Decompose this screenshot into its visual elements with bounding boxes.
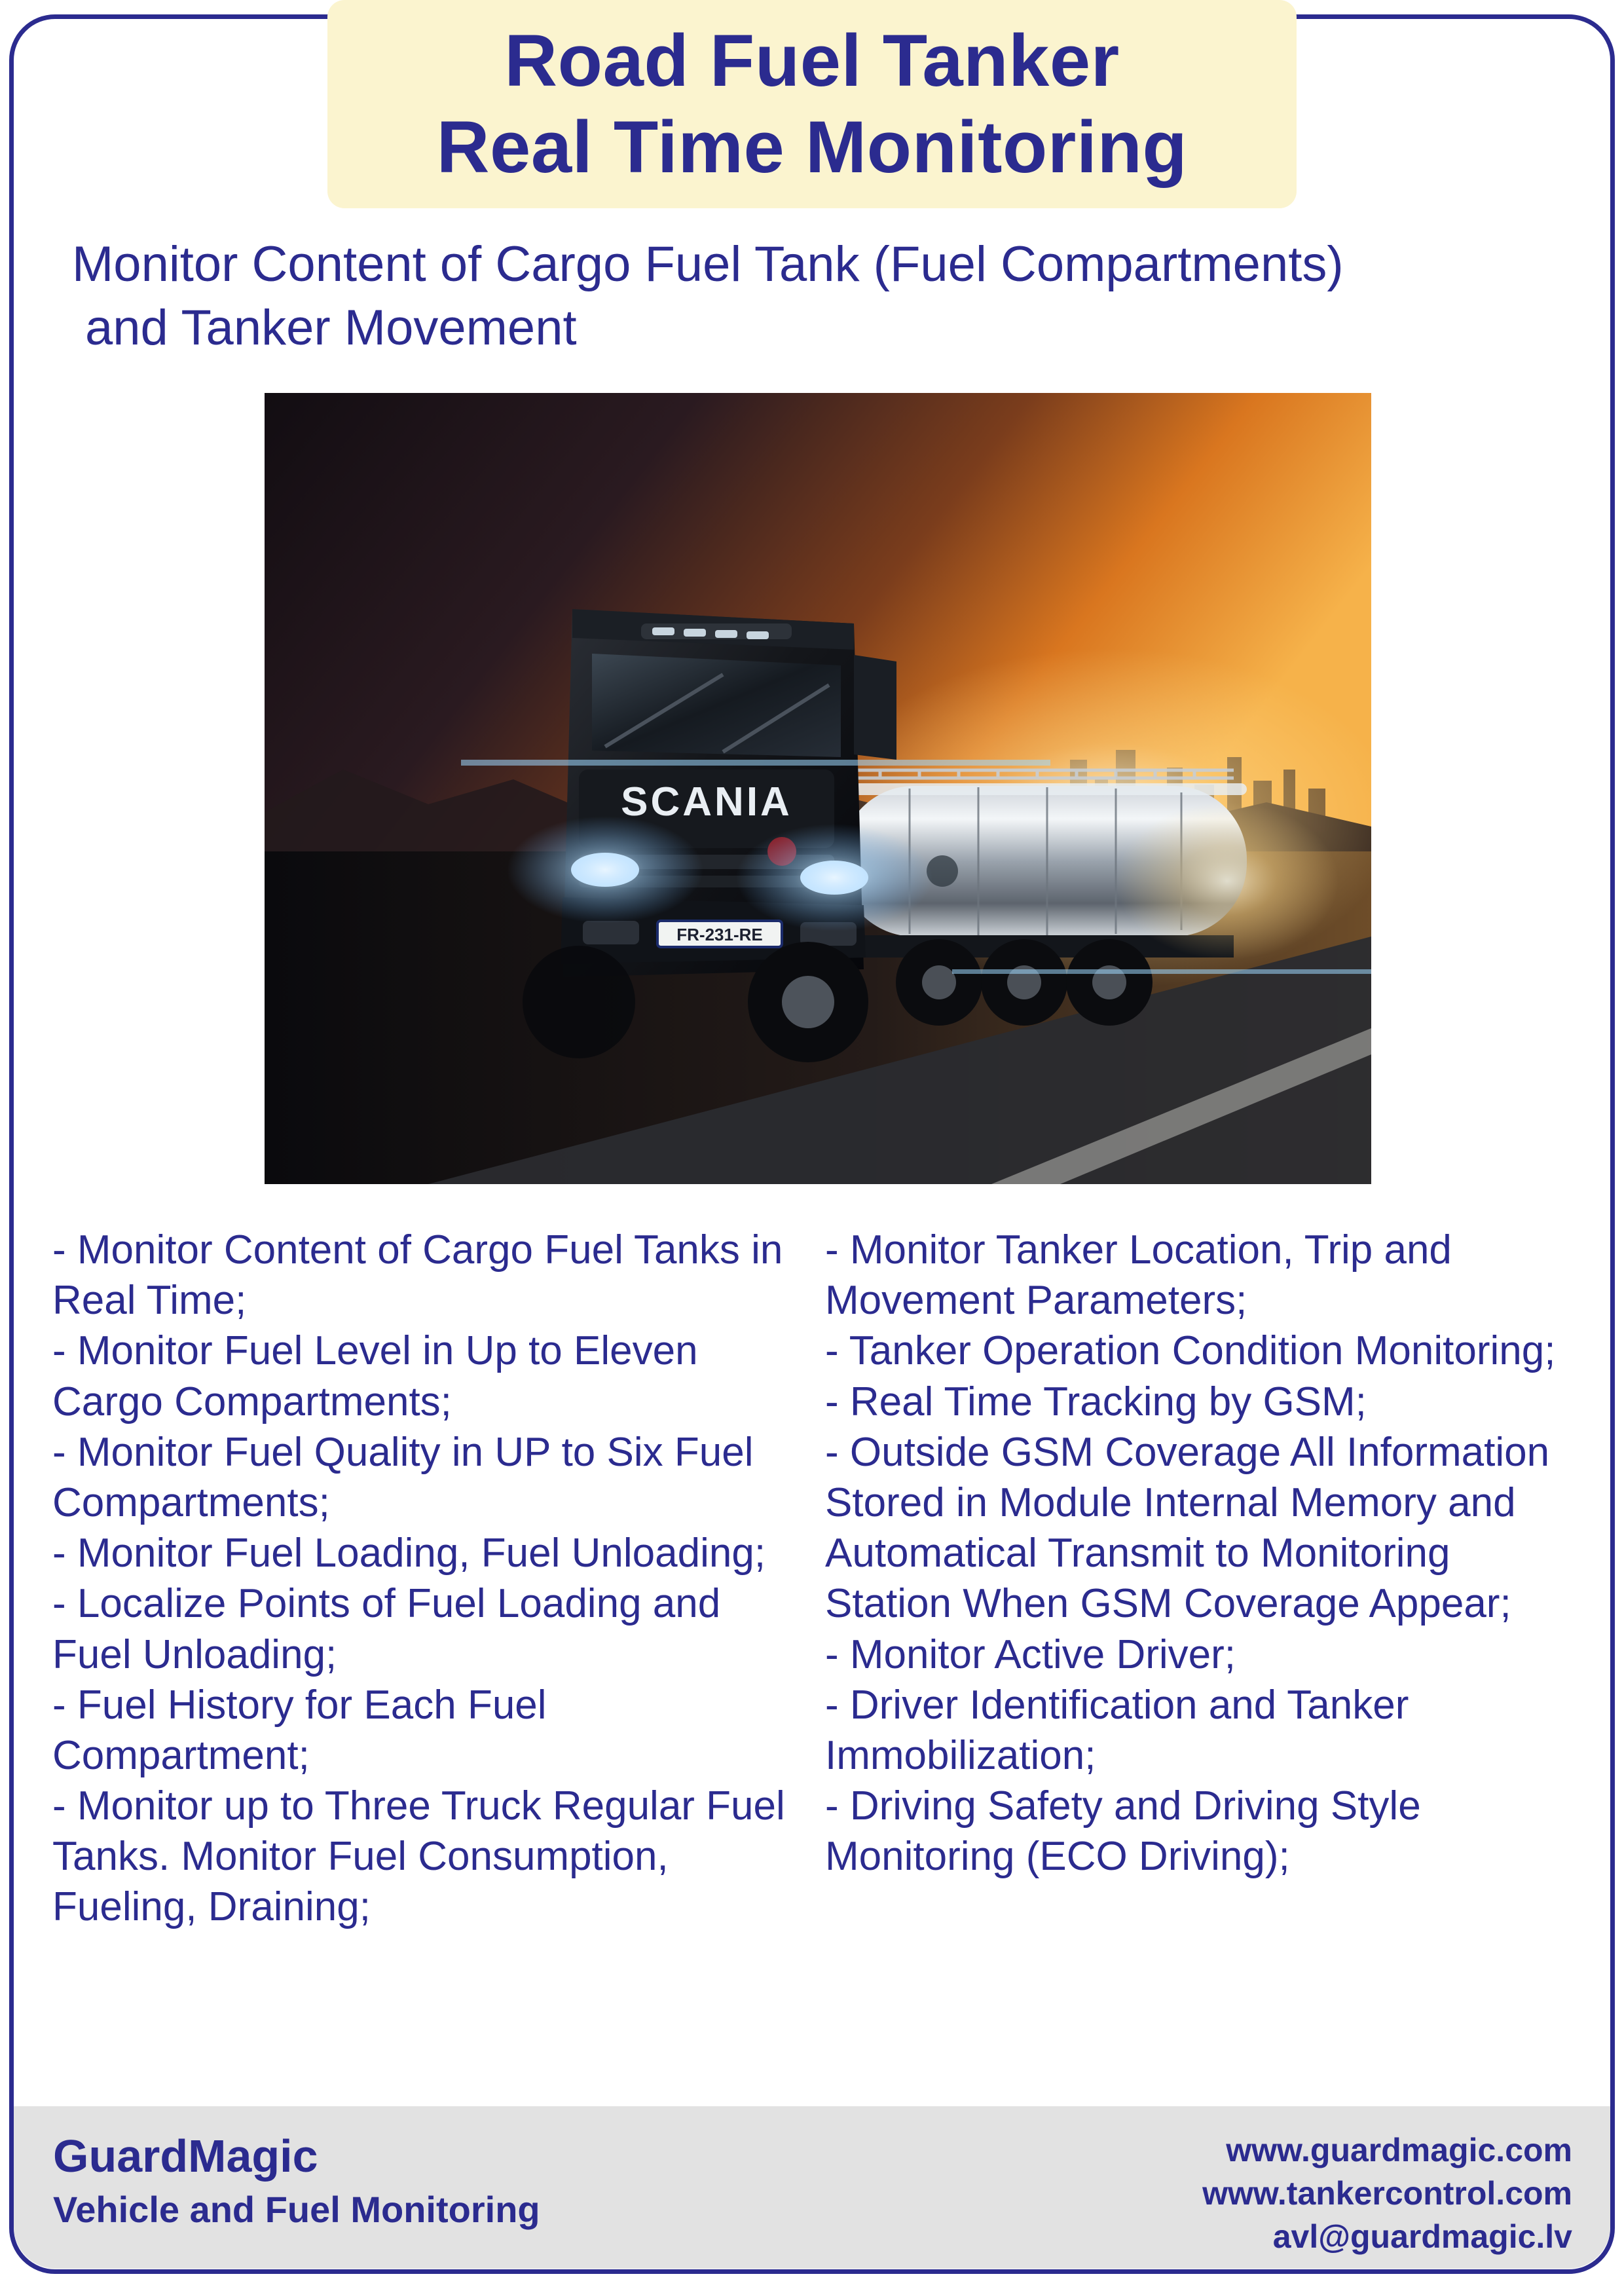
- feature-list-left: [46, 1225, 799, 1933]
- subtitle-line-1: Monitor Content of Cargo Fuel Tank (Fuel Compartments): [72, 236, 1344, 292]
- list-item: - Driver Identification and Tanker Immobilization;: [825, 1682, 1409, 1778]
- page-title-line-2: Real Time Monitoring: [436, 106, 1188, 188]
- footer-branding: [53, 2130, 540, 2233]
- feature-columns: [46, 1225, 1578, 1933]
- list-item: - Monitor Tanker Location, Trip and Movement Parameters;: [825, 1227, 1452, 1324]
- tanker-truck-illustration: [265, 393, 1371, 1184]
- list-item: - Outside GSM Coverage All Information Stored in Module Internal Memory and Automatical Transmit to Monitoring Station When GSM Coverage Appear;: [825, 1429, 1550, 1627]
- page-title-line-1: Road Fuel Tanker: [504, 19, 1120, 102]
- list-item: - Driving Safety and Driving Style Monitoring (ECO Driving);: [825, 1783, 1421, 1880]
- list-item: - Tanker Operation Condition Monitoring;: [825, 1328, 1556, 1374]
- title-plaque: [327, 0, 1297, 208]
- page-subtitle: [72, 232, 1545, 360]
- email-link[interactable]: avl@guardmagic.lv: [1272, 2218, 1572, 2255]
- subtitle-line-2: and Tanker Movement: [85, 300, 577, 356]
- feature-list-right: [825, 1225, 1578, 1882]
- list-item: - Fuel History for Each Fuel Compartment;: [52, 1682, 547, 1778]
- svg-text:SCANIA: SCANIA: [621, 779, 792, 825]
- footer: [14, 2106, 1610, 2269]
- list-item: - Monitor Fuel Quality in UP to Six Fuel Compartments;: [52, 1429, 754, 1525]
- list-item: - Monitor Content of Cargo Fuel Tanks in Real Time;: [52, 1227, 783, 1324]
- list-item: - Localize Points of Fuel Loading and Fuel Unloading;: [52, 1581, 721, 1677]
- hero-image: [265, 393, 1371, 1184]
- company-name: GuardMagic: [53, 2130, 318, 2182]
- website-link-guardmagic[interactable]: www.guardmagic.com: [1226, 2132, 1572, 2168]
- list-item: - Monitor Fuel Loading, Fuel Unloading;: [52, 1531, 766, 1576]
- feature-column-right: [825, 1225, 1578, 1933]
- list-item: - Monitor Fuel Level in Up to Eleven Cargo Compartments;: [52, 1328, 698, 1424]
- list-item: - Real Time Tracking by GSM;: [825, 1379, 1367, 1424]
- feature-column-left: [46, 1225, 799, 1933]
- website-link-tankercontrol[interactable]: www.tankercontrol.com: [1202, 2175, 1572, 2212]
- list-item: - Monitor up to Three Truck Regular Fuel Tanks. Monitor Fuel Consumption, Fueling, Draining;: [52, 1783, 785, 1930]
- list-item: - Monitor Active Driver;: [825, 1631, 1236, 1677]
- svg-text:FR-231-RE: FR-231-RE: [676, 925, 763, 944]
- footer-contacts: [1202, 2129, 1572, 2258]
- company-tagline: Vehicle and Fuel Monitoring: [53, 2188, 540, 2230]
